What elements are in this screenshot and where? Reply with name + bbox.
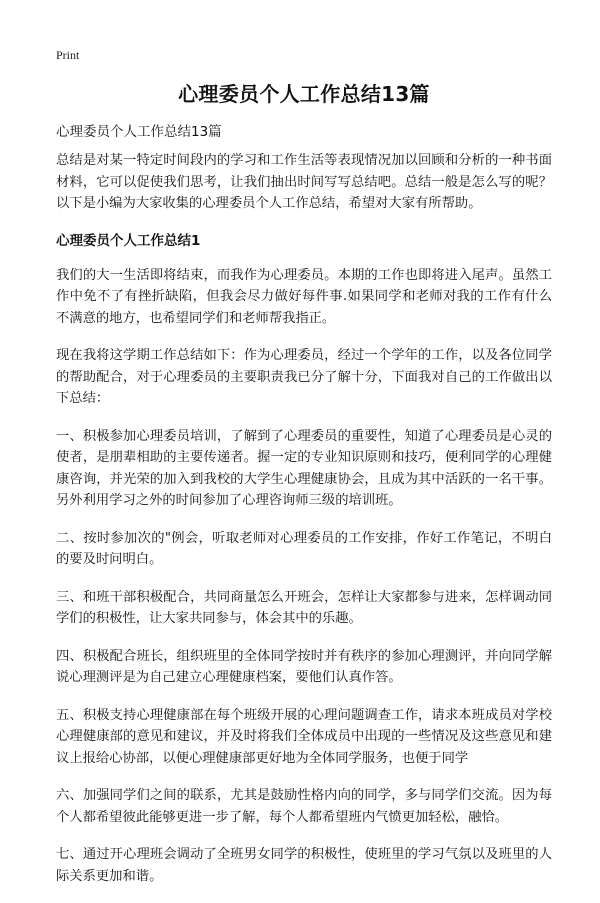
section-heading: 心理委员个人工作总结1	[56, 232, 201, 249]
document-body	[56, 150, 552, 903]
document-subtitle: 心理委员个人工作总结13篇	[56, 124, 222, 140]
body-paragraph: 现在我将这学期工作总结如下：作为心理委员，经过一个学年的工作，以及各位同学的帮助配合，对于心理委员的主要职责我已分了解十分，下面我对自己的工作做出以下总结：	[56, 348, 552, 406]
body-paragraph: 四、积极配合班长，组织班里的全体同学按时并有秩序的参加心理测评，并向同学解说心理测评是为自己建立心理健康档案，要他们认真作答。	[56, 648, 552, 685]
body-paragraph: 二、按时参加次的"例会，听取老师对心理委员的工作安排，作好工作笔记，不明白的要及时问明白。	[56, 530, 552, 567]
body-paragraph: 三、和班干部积极配合，共同商量怎么开班会，怎样让大家都参与进来，怎样调动同学们的积极性，让大家共同参与，体会其中的乐趣。	[56, 589, 552, 626]
intro-paragraph: 总结是对某一特定时间段内的学习和工作生活等表现情况加以回顾和分析的一种书面材料，它可以促使我们思考，让我们抽出时间写写总结吧。总结一般是怎么写的呢？以下是小编为大家收集的心理委员个人工作总结，希望对大家有所帮助。	[56, 153, 552, 211]
print-label: Print	[56, 48, 80, 62]
body-paragraph: 五、积极支持心理健康部在每个班级开展的心理问题调查工作，请求本班成员对学校心理健康部的意见和建议，并及时将我们全体成员中出现的一些情况及这些意见和建议上报给心协部，以便心理健康部更好地为全体同学服务，也便于同学	[56, 707, 552, 766]
document-page	[56, 0, 552, 884]
body-paragraph: 六、加强同学们之间的联系，尤其是鼓励性格内向的同学，多与同学们交流。因为每个人都希望彼此能够更进一步了解，每个人都希望班内气愤更加轻松，融恰。	[56, 788, 552, 825]
document-title: 心理委员个人工作总结13篇	[178, 82, 430, 106]
body-paragraph: 七、通过开心理班会调动了全班男女同学的积极性，使班里的学习气氛以及班里的人际关系更加和谐。	[56, 847, 552, 884]
body-paragraph: 我们的大一生活即将结束，而我作为心理委员。本期的工作也即将进入尾声。虽然工作中免不了有挫折缺陷，但我会尽力做好每件事.如果同学和老师对我的工作有什么不满意的地方，也希望同学们和老师帮我指正。	[56, 267, 552, 326]
body-paragraph: 一、积极参加心理委员培训，了解到了心理委员的重要性，知道了心理委员是心灵的使者，是朋辈相助的主要传递者。握一定的专业知识原则和技巧，便利同学的心理健康咨询，并光荣的加入到我校的大学生心理健康协会，且成为其中活跃的一名干事。另外利用学习之外的时间参加了心理咨询师三级的培训班。	[56, 428, 552, 508]
